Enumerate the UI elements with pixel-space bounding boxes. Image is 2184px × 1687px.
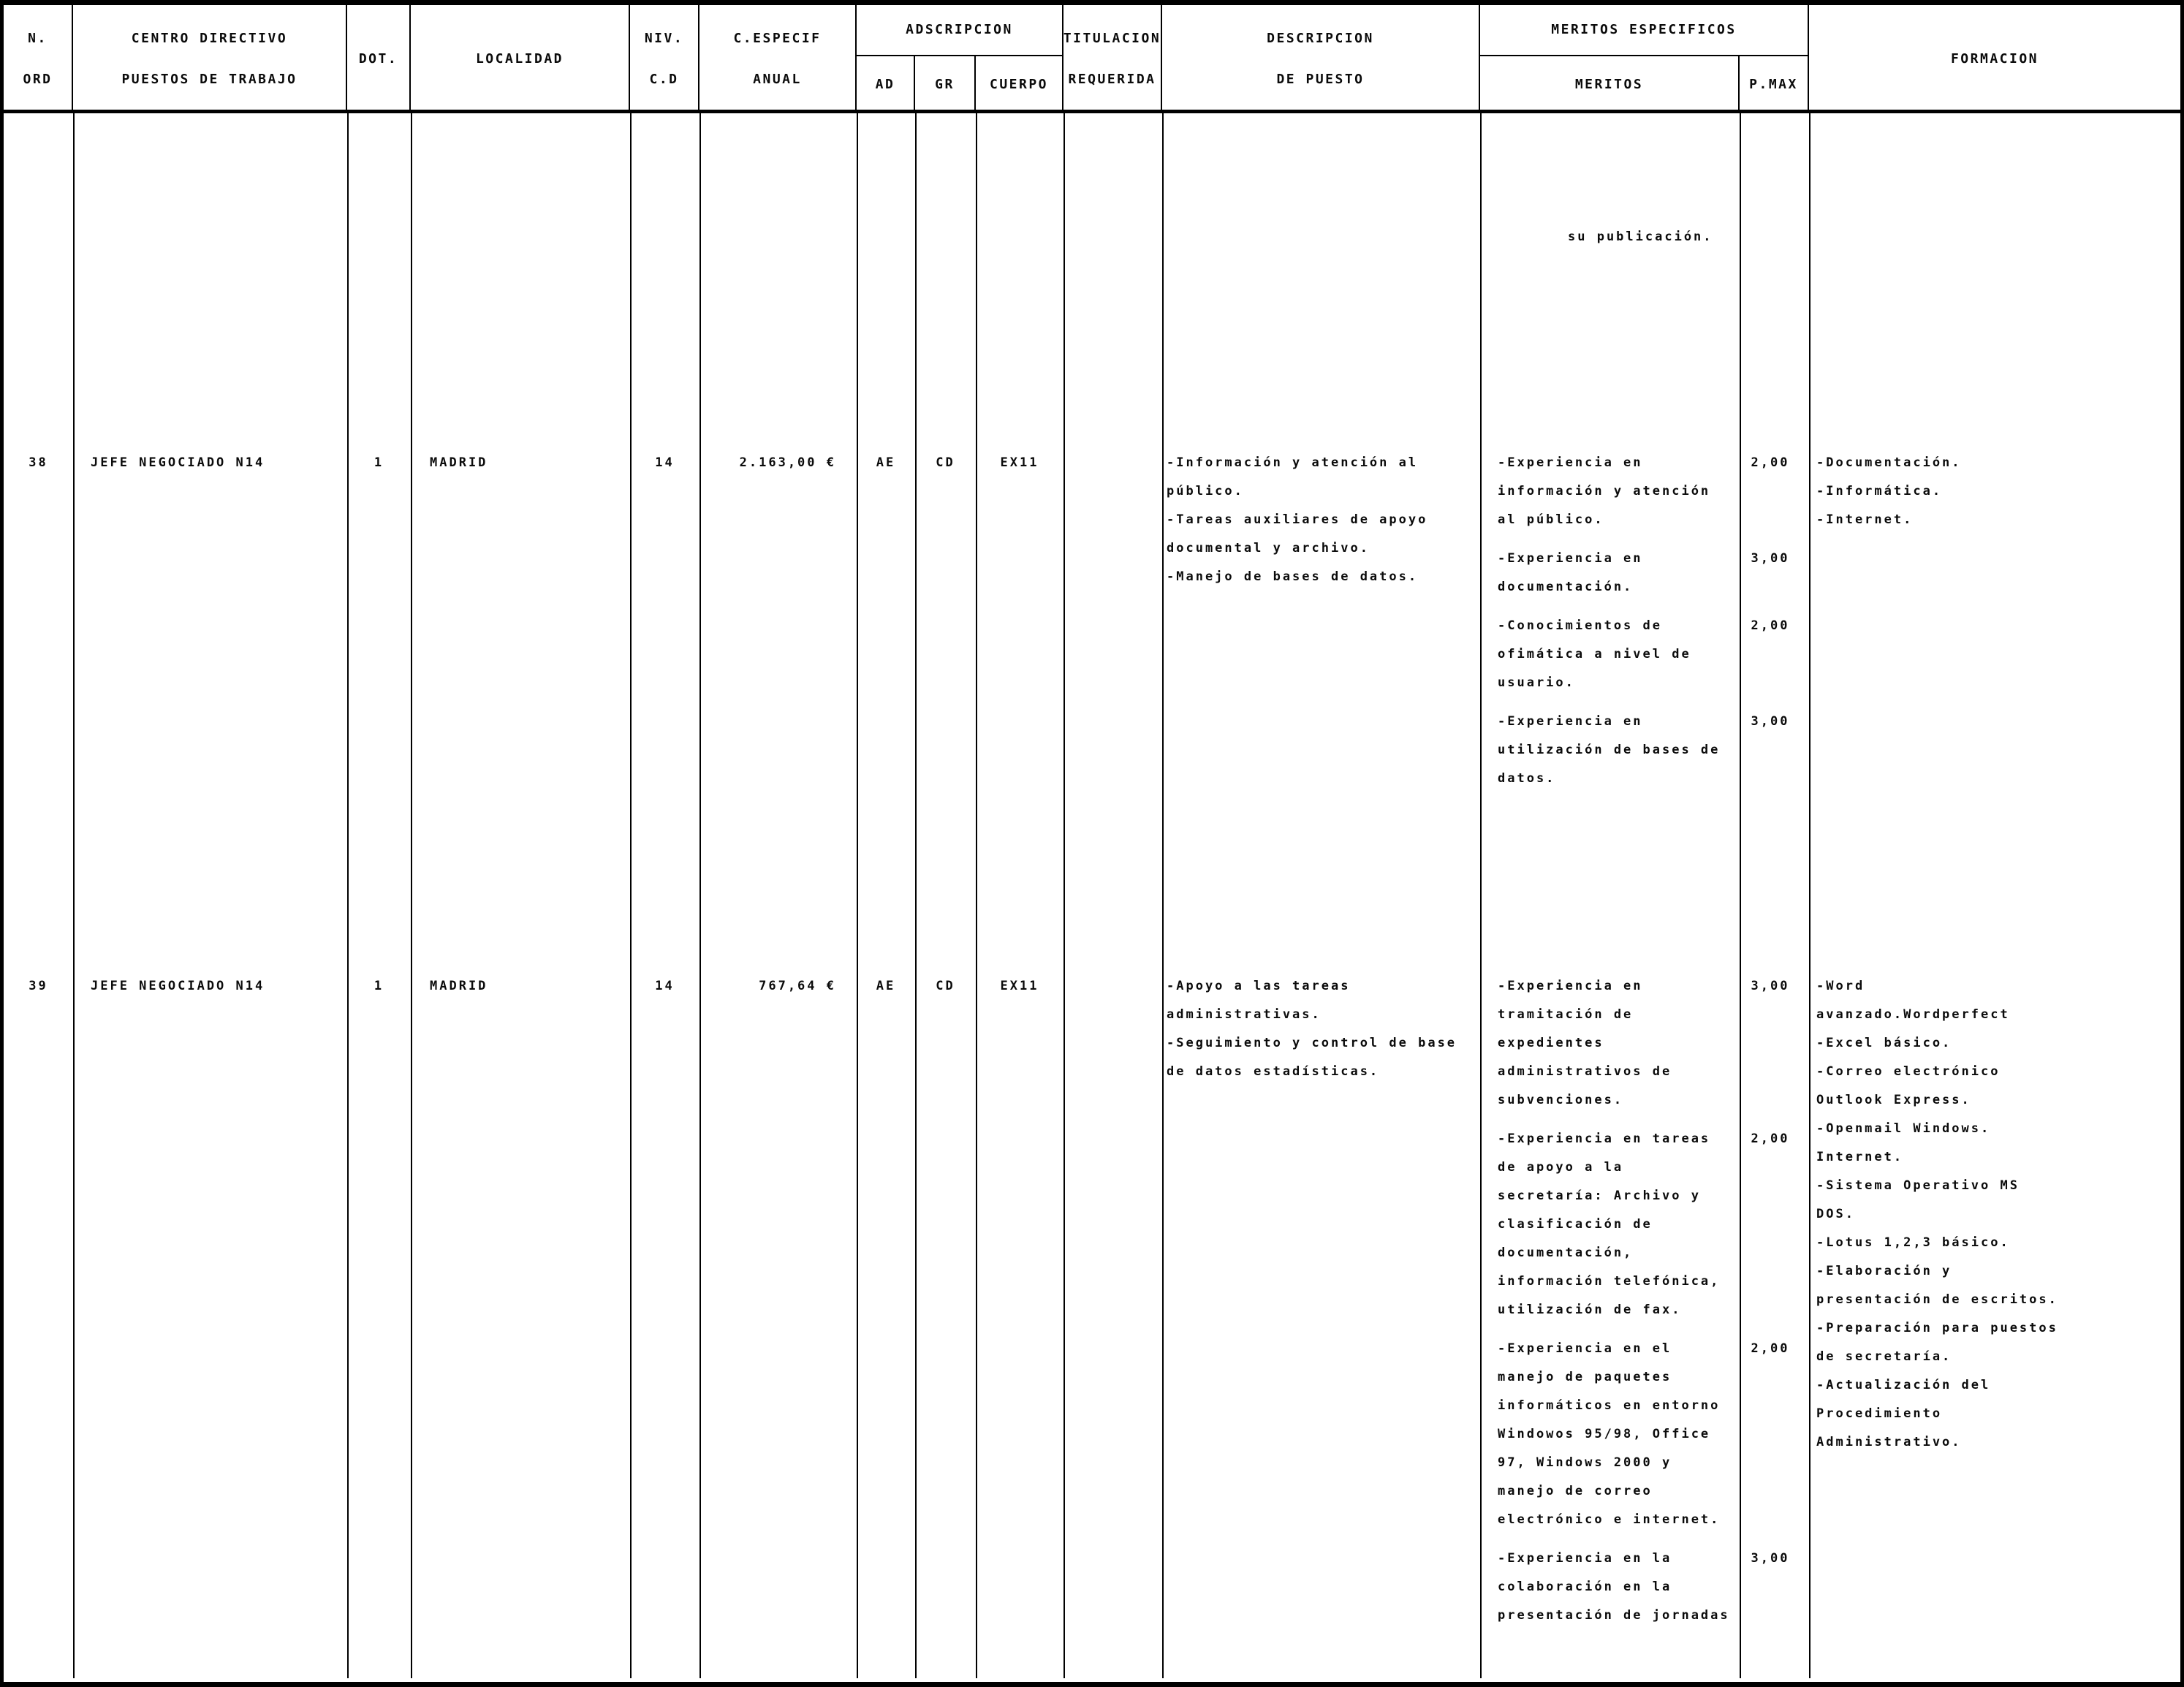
puesto-cell: JEFE NEGOCIADO N14 [91,979,265,993]
column-rule [347,113,349,1678]
column-rule [915,113,917,1678]
gr-cell: CD [936,979,955,993]
meritos-cell [1480,449,1809,793]
merit-text: -Experiencia en utilización de bases de datos. [1498,714,1721,786]
header-cuerpo [976,56,1063,113]
merit-text: -Experiencia en la colaboración en la presentación de jornadas [1498,1551,1730,1623]
header-niv-cd [630,5,699,113]
formacion-cell [1809,449,2180,534]
column-rule [411,113,412,1678]
header-n-ord [4,5,73,113]
header-meritos-especificos-label: MERITOS ESPECIFICOS [1551,22,1737,37]
header-localidad [411,5,630,113]
merit-item [1480,545,1809,602]
carryover-meritos-text: su publicación. [1568,230,1713,244]
formacion-item: -Correo electrónico Outlook Express. [1816,1064,2001,1107]
column-rule [630,113,632,1678]
header-localidad-label: LOCALIDAD [475,51,564,67]
descripcion-cell [1162,972,1480,1086]
column-rule [976,113,977,1678]
column-rule [1063,113,1065,1678]
merit-item [1480,612,1809,697]
header-n-ord-line1: N. [28,31,48,47]
merit-pmax: 3,00 [1751,979,1790,993]
merit-text: -Experiencia en información y atención al público. [1498,455,1711,527]
formacion-item: -Excel básico. [1816,1036,1952,1050]
formacion-item: -Lotus 1,2,3 básico. [1816,1235,2010,1250]
c-especif-cell: 2.163,00 € [739,455,836,470]
formacion-item: -Informática. [1816,484,1943,498]
dot-cell: 1 [374,455,384,470]
merit-item [1480,972,1809,1115]
header-titulacion-line1: TITULACION [1063,31,1161,47]
descripcion-item: -Información y atención al público. [1167,455,1419,498]
formacion-item: -Word avanzado.Wordperfect [1816,979,2010,1022]
merit-text: -Experiencia en documentación. [1498,551,1643,594]
column-rule [1740,113,1741,1678]
formacion-item: -Documentación. [1816,455,1962,470]
header-meritos [1480,56,1740,113]
column-rule [699,113,701,1678]
column-rule [857,113,858,1678]
descripcion-item: -Apoyo a las tareas administrativas. [1167,979,1351,1022]
merit-pmax: 3,00 [1751,1551,1790,1566]
merit-text: -Experiencia en tareas de apoyo a la secretaría: Archivo y clasificación de documentación, información telefónica, utilización de fax. [1498,1131,1721,1317]
column-rule [1809,113,1810,1678]
header-n-ord-line2: ORD [23,71,53,87]
header-centro-line2: PUESTOS DE TRABAJO [121,71,297,87]
formacion-item: -Actualización del Procedimiento Administrativo. [1816,1378,1991,1449]
descripcion-item: -Seguimiento y control de base de datos estadísticas. [1167,1036,1457,1079]
header-centro-directivo [73,5,347,113]
header-ad [857,56,915,113]
header-pmax-label: P.MAX [1749,77,1798,92]
formacion-item: -Openmail Windows. Internet. [1816,1121,1991,1164]
c-especif-cell: 767,64 € [759,979,836,993]
carryover-row [4,223,2180,251]
header-adscripcion-label: ADSCRIPCION [906,22,1013,37]
header-dot-label: DOT. [358,51,398,67]
formacion-item: -Preparación para puestos de secretaría. [1816,1321,2058,1364]
merit-pmax: 3,00 [1751,551,1790,566]
header-cuerpo-label: CUERPO [989,77,1049,92]
niv-cell: 14 [655,979,675,993]
localidad-cell: MADRID [430,979,488,993]
merit-pmax: 3,00 [1751,714,1790,729]
formacion-item: -Sistema Operativo MS DOS. [1816,1178,2020,1221]
merit-pmax: 2,00 [1751,1131,1790,1146]
header-gr [915,56,976,113]
puesto-cell: JEFE NEGOCIADO N14 [91,455,265,470]
merit-item [1480,1544,1809,1630]
descripcion-item: -Manejo de bases de datos. [1167,569,1419,584]
header-descripcion-line2: DE PUESTO [1276,71,1365,87]
header-pmax [1740,56,1809,113]
table-row [4,972,2180,1630]
ad-cell: AE [876,979,896,993]
header-adscripcion-group [857,5,1063,56]
header-centro-line1: CENTRO DIRECTIVO [131,31,288,47]
header-ad-label: AD [875,77,895,92]
header-titulacion-line2: REQUERIDA [1068,71,1156,87]
column-rule [73,113,75,1678]
descripcion-item: -Tareas auxiliares de apoyo documental y archivo. [1167,512,1428,556]
header-meritos-especificos-group [1480,5,1809,56]
gr-cell: CD [936,455,955,470]
table-body [4,113,2180,1678]
n-ord-cell: 39 [29,979,48,993]
merit-text: -Experiencia en el manejo de paquetes informáticos en entorno Windowos 95/98, Office 97, Windows 2000 y manejo de correo electrónico e internet. [1498,1341,1721,1527]
header-titulacion [1063,5,1162,113]
cuerpo-cell: EX11 [1000,979,1039,993]
header-cespecif-line1: C.ESPECIF [733,31,822,47]
header-dot [347,5,411,113]
merit-item [1480,449,1809,534]
merit-item [1480,708,1809,793]
merit-pmax: 2,00 [1751,618,1790,633]
merit-pmax: 2,00 [1751,1341,1790,1356]
header-niv-line1: NIV. [644,31,684,47]
header-niv-line2: C.D [649,71,679,87]
header-cespecif-line2: ANUAL [753,71,802,87]
localidad-cell: MADRID [430,455,488,470]
formacion-cell [1809,972,2180,1457]
header-formacion [1809,5,2180,113]
column-rule [1480,113,1482,1678]
n-ord-cell: 38 [29,455,48,470]
formacion-item: -Elaboración y presentación de escritos. [1816,1264,2058,1307]
table-row [4,449,2180,793]
column-rule [1162,113,1164,1678]
merit-item [1480,1125,1809,1324]
ad-cell: AE [876,455,896,470]
cuerpo-cell: EX11 [1000,455,1039,470]
header-descripcion-line1: DESCRIPCION [1267,31,1374,47]
merit-text: -Experiencia en tramitación de expedientes administrativos de subvenciones. [1498,979,1672,1107]
merit-pmax: 2,00 [1751,455,1790,470]
header-formacion-label: FORMACION [1950,51,2039,67]
header-gr-label: GR [935,77,955,92]
merit-item [1480,1335,1809,1534]
header-meritos-label: MERITOS [1574,77,1644,92]
niv-cell: 14 [655,455,675,470]
descripcion-cell [1162,449,1480,591]
table-header [4,5,2180,113]
formacion-item: -Internet. [1816,512,1914,527]
header-descripcion [1162,5,1480,113]
dot-cell: 1 [374,979,384,993]
header-c-especif [699,5,857,113]
merit-text: -Conocimientos de ofimática a nivel de usuario. [1498,618,1691,690]
meritos-cell [1480,972,1809,1630]
